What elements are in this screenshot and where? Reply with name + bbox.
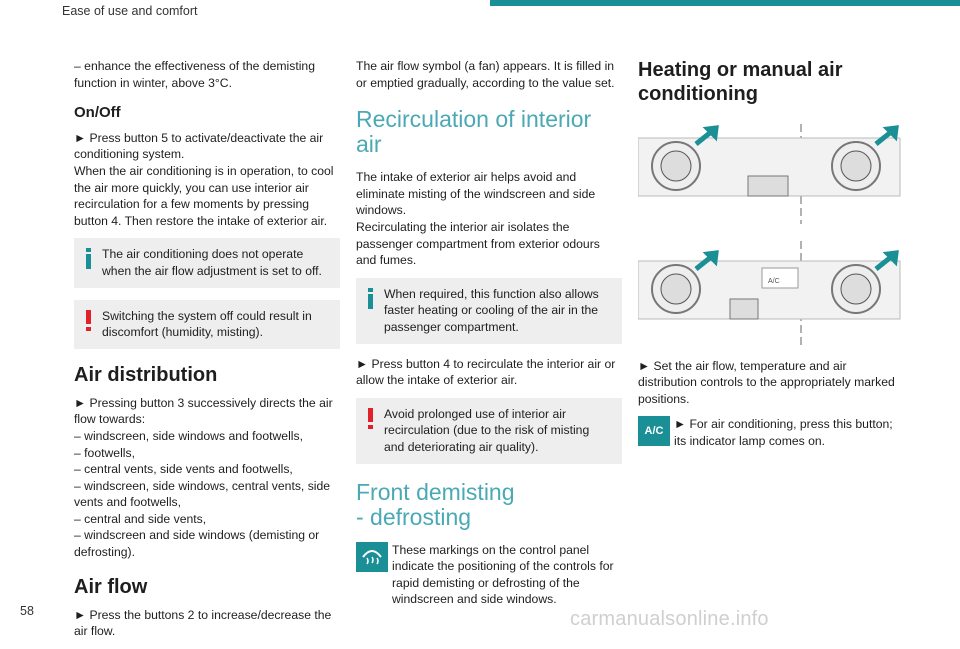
warning-icon [83, 310, 95, 332]
set-controls-text: ► Set the air flow, temperature and air distribution controls to the appropriately marked positions. [638, 358, 895, 406]
control-panel-figure-2 [638, 241, 904, 346]
header-accent-bar [490, 0, 960, 6]
defrost-markings [356, 542, 622, 608]
page-number: 58 [20, 604, 34, 618]
figure-ac-label: A/C [768, 277, 780, 285]
heating-heading: Heating or manual air conditioning [638, 59, 843, 105]
info-icon [83, 248, 95, 270]
info-note [356, 278, 622, 344]
air-flow-heading: Air flow [74, 575, 148, 598]
press-button-4-text: ► Press button 4 to recirculate the interior air or allow the intake of exterior air. [356, 356, 616, 388]
column-3 [638, 58, 904, 450]
warning-icon [365, 408, 377, 430]
column-2 [356, 58, 622, 608]
onoff-text: ► Press button 5 to activate/deactivate the air conditioning system. When the air conditioning is in operation, to cool the air more quickly, you can use interior air recirculation for a few moments by pressing button 4. Then restore the intake of exterior air. [74, 130, 334, 228]
defrost-text: These markings on the control panel indicate the positioning of the controls for rapid demisting or defrosting of the windscreen and side windows. [392, 542, 614, 607]
watermark: carmanualsonline.info [570, 608, 769, 630]
warning-note-text: Avoid prolonged use of interior air recirculation (due to the risk of misting and deteriorating air quality). [384, 406, 590, 454]
info-note-text: When required, this function also allows faster heating or cooling of the air in the passenger compartment. [384, 286, 599, 334]
info-note-text: The air conditioning does not operate when the air flow adjustment is set to off. [102, 247, 322, 278]
recirculation-heading: Recirculation of interior air [356, 106, 592, 158]
fan-symbol-text: The air flow symbol (a fan) appears. It is filled in or emptied gradually, according to the value set. [356, 59, 615, 90]
warning-note-text: Switching the system off could result in discomfort (humidity, misting). [102, 308, 312, 340]
ac-badge: A/C [638, 416, 670, 446]
intro-text: – enhance the effectiveness of the demisting function in winter, above 3°C. [74, 59, 315, 90]
front-demisting-heading: Front demisting - defrosting [356, 478, 515, 530]
warning-note [74, 300, 340, 349]
section-header: Ease of use and comfort [62, 4, 198, 18]
column-1 [74, 58, 340, 649]
recirculation-text: The intake of exterior air helps avoid and eliminate misting of the windscreen and side windows. Recirculating the interior air isolates the passenger compartment from exterior odours and fumes. [356, 170, 600, 268]
ac-text: ► For air conditioning, press this button; its indicator lamp comes on. [674, 417, 893, 448]
info-note [74, 238, 340, 287]
warning-note [356, 398, 622, 464]
ac-button-row [638, 416, 904, 449]
control-panel-figure-1 [638, 124, 904, 224]
air-distribution-text: ► Pressing button 3 successively directs the air flow towards: – windscreen, side windows and footwells, – footwells, – central vents, side vents and footwells, – windscreen, side windows, central vents, side vents and footwells, – central and side vents, – windscreen and side windows (demisting or defrosting). [74, 395, 333, 560]
air-distribution-heading: Air distribution [74, 363, 218, 386]
onoff-heading: On/Off [74, 104, 121, 122]
air-flow-text: ► Press the buttons 2 to increase/decrease the air flow. [74, 607, 332, 639]
defrost-icon [356, 542, 388, 572]
info-icon [365, 288, 377, 310]
